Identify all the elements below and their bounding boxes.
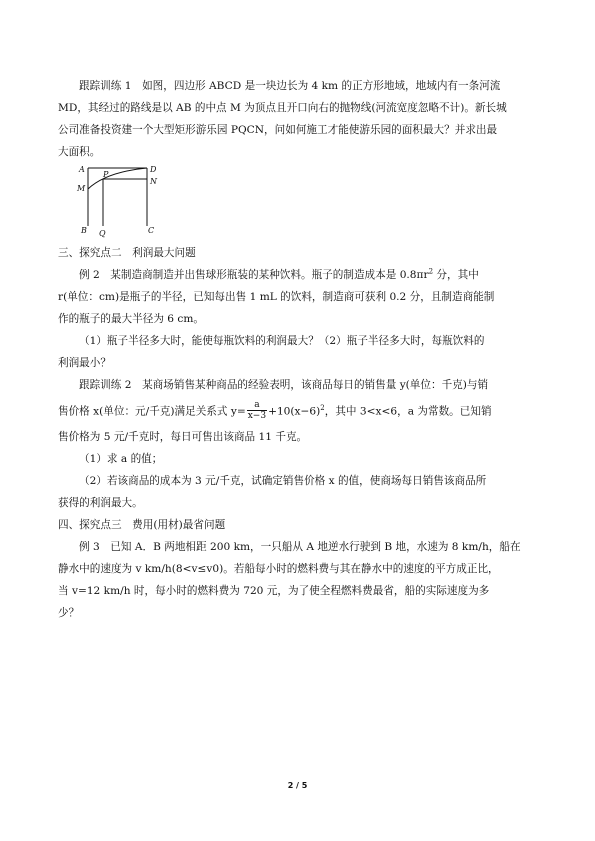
- track2-line-1: 跟踪训练 2 某商场销售某种商品的经验表明，该商品每日的销售量 y(单位：千克)与销: [79, 379, 489, 391]
- track2-question-1: （1）求 a 的值；: [79, 453, 163, 465]
- section-heading-cost: 四、探究点三 费用(用材)最省问题: [58, 519, 226, 531]
- label-P: P: [103, 170, 109, 179]
- label-Q: Q: [99, 229, 106, 238]
- label-A: A: [79, 165, 85, 174]
- example2-question-2: 利润最小？: [58, 357, 111, 369]
- label-C: C: [148, 226, 155, 235]
- track2-question-2b: 获得的利润最大。: [58, 497, 143, 509]
- track1-line-2: MD，其经过的路线是以 AB 的中点 M 为顶点且开口向右的抛物线(河流宽度忽略不计)。新长城: [58, 102, 507, 114]
- example3-line-2: 静水中的速度为 v km/h(8<v≤v0)。若船每小时的燃料费与其在静水中的速度的平方成正比，: [58, 563, 499, 575]
- track1-line-1: 跟踪训练 1 如图，四边形 ABCD 是一块边长为 4 km 的正方形地域，地域内有一条河流: [79, 80, 501, 92]
- label-N: N: [150, 177, 157, 186]
- example3-line-4: 少？: [58, 607, 80, 619]
- example2-question-1: （1）瓶子半径多大时，能使每瓶饮料的利润最大？（2）瓶子半径多大时，每瓶饮料的: [79, 335, 485, 347]
- track2-question-2a: （2）若该商品的成本为 3 元/千克，试确定销售价格 x 的值，使商场每日销售该商品所: [79, 475, 487, 487]
- label-D: D: [150, 165, 157, 174]
- example3-line-1: 例 3 已知 A．B 两地相距 200 km，一只船从 A 地逆水行驶到 B 地，水速为 8 km/h，船在: [79, 541, 521, 553]
- example3-line-3: 当 v=12 km/h 时，每小时的燃料费为 720 元，为了使全程燃料费最省，船的实际速度为多: [58, 585, 490, 597]
- track1-line-3: 公司准备投资建一个大型矩形游乐园 PQCN，问如何施工才能使游乐园的面积最大？并求出最: [58, 124, 498, 136]
- square-region-figure: [76, 162, 166, 238]
- track2-line-2: 售价格 x(单位：元/千克)满足关系式 y= $\frac{a}{x-3}$ $+10(x-6)^2$，其中 3<x<6，a 为常数。已知销: [58, 400, 492, 421]
- example2-line-2: r(单位：cm)是瓶子的半径，已知每出售 1 mL 的饮料，制造商可获利 0.2 分，且制造商能制: [58, 291, 495, 303]
- page-number: 2 / 5: [287, 781, 308, 790]
- label-M: M: [77, 184, 86, 193]
- section-heading-profit: 三、探究点二 利润最大问题: [58, 247, 196, 259]
- track2-line-3: 售价格为 5 元/千克时，每日可售出该商品 11 千克。: [58, 431, 308, 443]
- track1-line-4: 大面积。: [58, 146, 101, 158]
- example2-line-1: 例 2 某制造商制造并出售球形瓶装的某种饮料。瓶子的制造成本是 $0.8\pi r^2$ 分，其中: [79, 267, 479, 281]
- fraction-a-over-x-3: $\frac{a}{x-3}$: [247, 400, 267, 421]
- example2-line-3: 作的瓶子的最大半径为 6 cm。: [58, 313, 204, 325]
- label-B: B: [81, 226, 87, 235]
